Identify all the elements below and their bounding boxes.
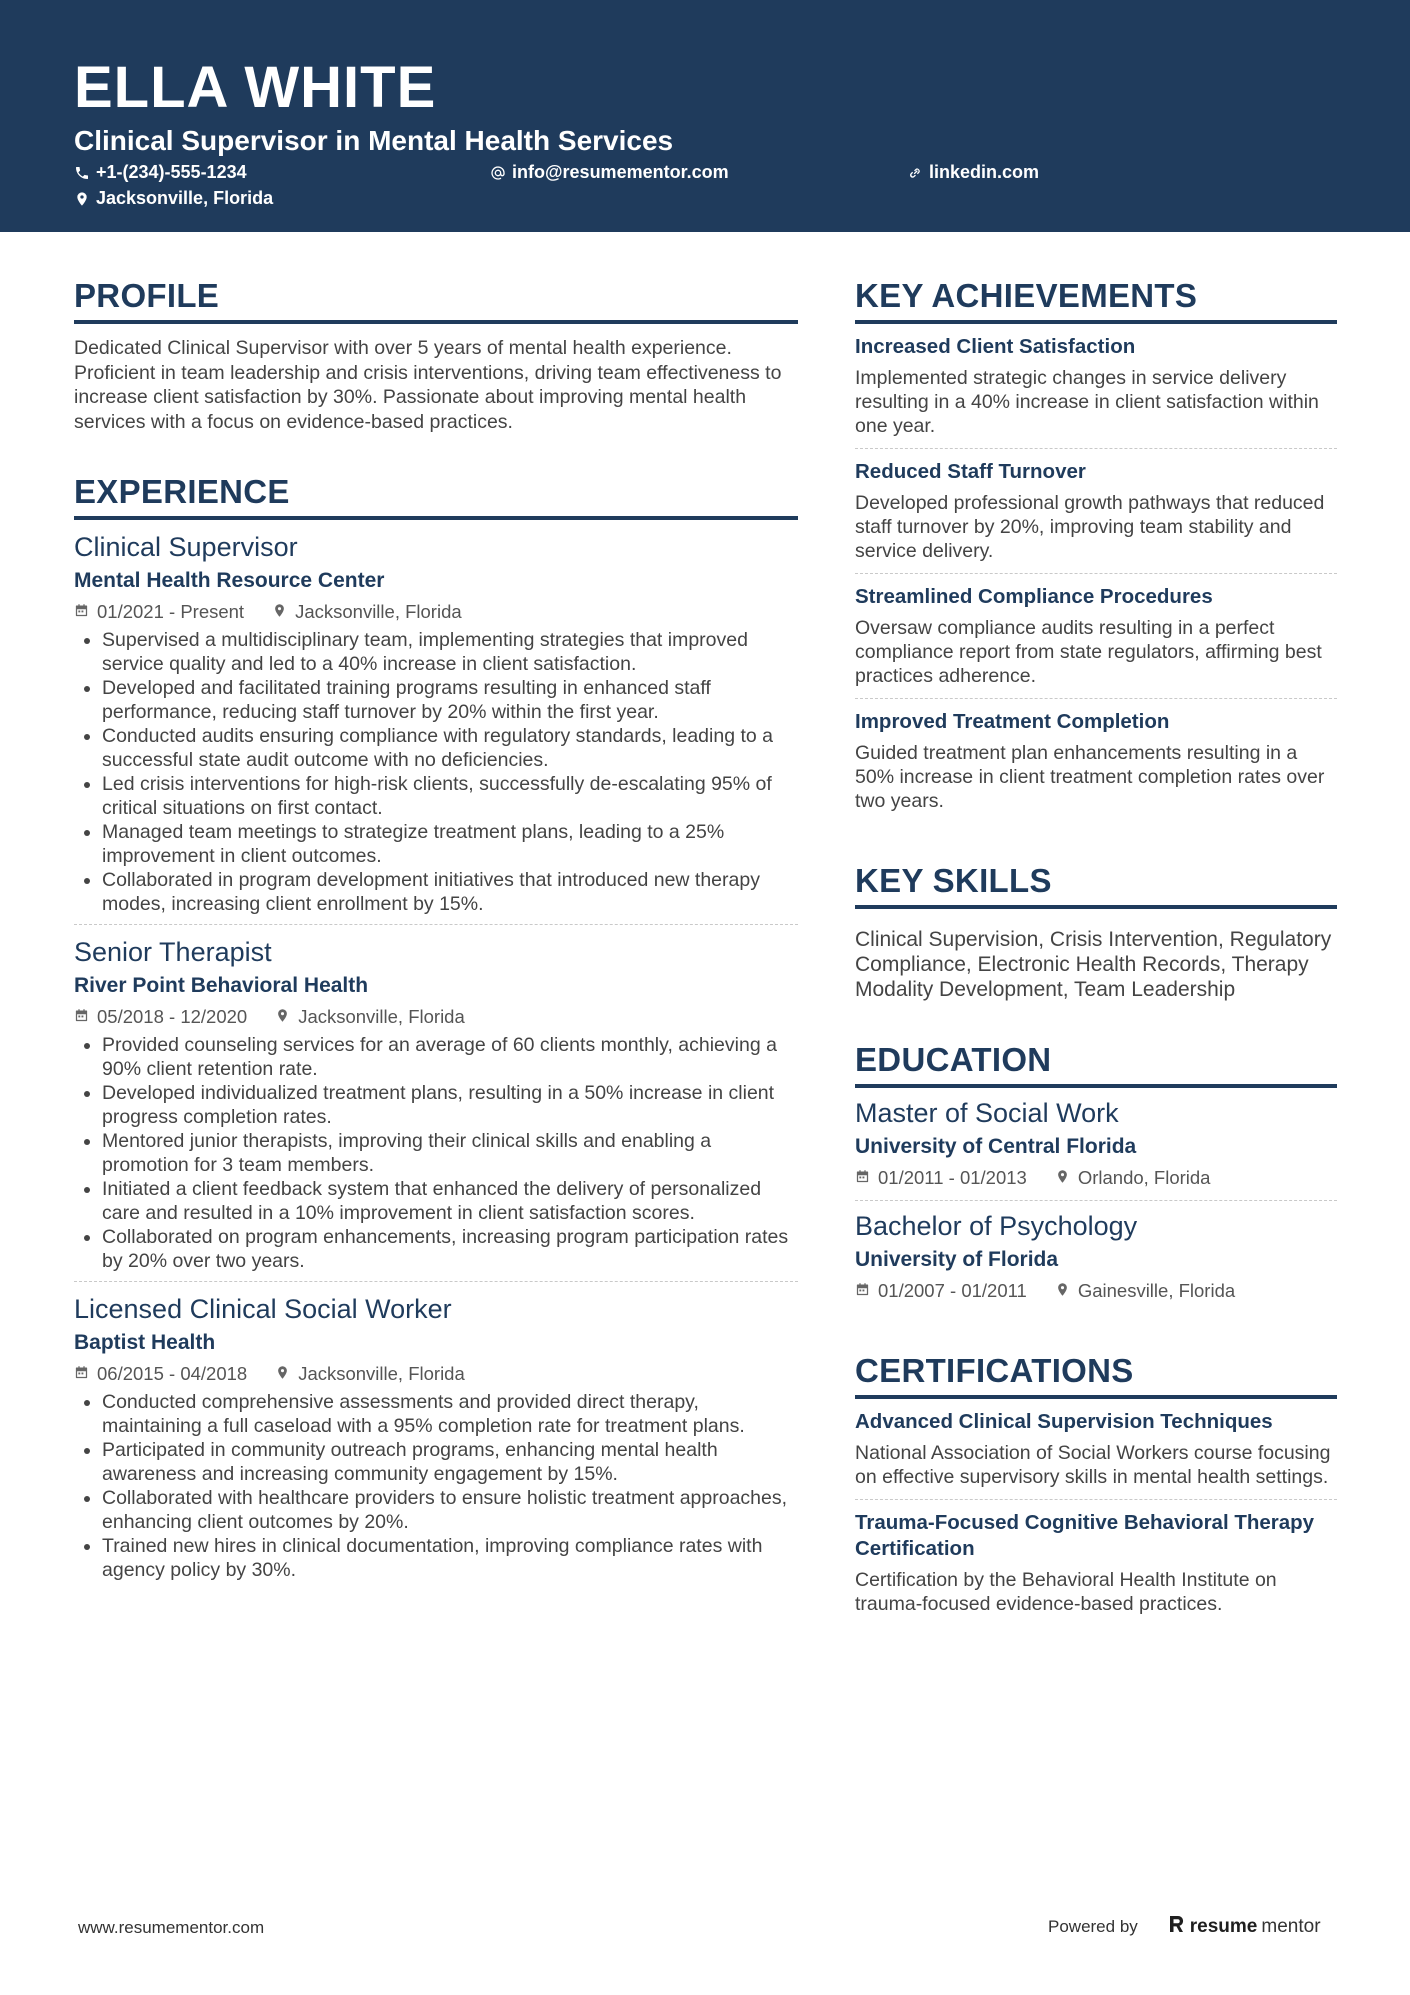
job-bullets — [74, 1390, 798, 1582]
achievement-title: Reduced Staff Turnover — [855, 460, 1086, 483]
education-location-text: Gainesville, Florida — [1077, 1280, 1236, 1301]
job-bullet: • Collaborated in program development initiatives that introduced new therapy modes, increasing client enrollment by 15%. — [102, 868, 798, 916]
profile-heading: PROFILE — [74, 276, 798, 324]
certification-item — [855, 1500, 1337, 1626]
education-dates-text: 01/2007 - 01/2011 — [878, 1280, 1027, 1301]
job-bullet: • Conducted comprehensive assessments and provided direct therapy, maintaining a full caseload with a 95% completion rate for treatment plans. — [102, 1390, 798, 1438]
job-meta — [74, 600, 798, 624]
achievement-desc: Oversaw compliance audits resulting in a perfect compliance report from state regulators, affirming best practices adherence. — [855, 617, 1322, 687]
education-location — [1055, 1166, 1211, 1190]
contact-row-2 — [74, 188, 1336, 214]
job-dates — [74, 1362, 247, 1386]
job-bullet: • Mentored junior therapists, improving their clinical skills and enabling a promotion for 3 team members. — [102, 1129, 798, 1177]
certifications-section — [855, 1351, 1337, 1626]
skills-text: Clinical Supervision, Crisis Intervention, Regulatory Compliance, Electronic Health Records, Therapy Modality Development, Team Leadership — [855, 928, 1332, 1001]
footer-website[interactable]: www.resumementor.com — [78, 1918, 265, 1937]
achievement-title: Improved Treatment Completion — [855, 710, 1170, 733]
achievement-item — [855, 699, 1337, 823]
job-location — [275, 1005, 465, 1029]
education-degree: Bachelor of Psychology — [855, 1211, 1138, 1241]
phone-contact[interactable] — [74, 162, 247, 183]
achievement-item — [855, 574, 1337, 699]
job-meta — [74, 1005, 798, 1029]
job-company: Baptist Health — [74, 1331, 216, 1354]
job-company: Mental Health Resource Center — [74, 569, 385, 592]
certifications-heading: CERTIFICATIONS — [855, 1351, 1337, 1399]
job-location-text: Jacksonville, Florida — [298, 1363, 465, 1384]
calendar-icon — [74, 600, 89, 624]
right-column — [855, 276, 1337, 1664]
job-bullet: • Managed team meetings to strategize treatment plans, leading to a 25% improvement in client outcomes. — [102, 820, 798, 868]
contact-row — [74, 162, 1336, 188]
job-dates-text: 06/2015 - 04/2018 — [97, 1363, 248, 1384]
job-entry — [74, 520, 798, 925]
job-location — [275, 1362, 465, 1386]
location-contact — [74, 188, 273, 209]
education-location — [1055, 1279, 1235, 1303]
certification-desc: National Association of Social Workers course focusing on effective supervisory skills in mental health settings. — [855, 1442, 1331, 1488]
job-role: Licensed Clinical Social Worker — [74, 1294, 452, 1324]
job-bullet: • Led crisis interventions for high-risk clients, successfully de-escalating 95% of critical situations on first contact. — [102, 772, 798, 820]
achievement-desc: Implemented strategic changes in service delivery resulting in a 40% increase in client satisfaction within one year. — [855, 367, 1319, 437]
job-bullet: • Participated in community outreach programs, enhancing mental health awareness and increasing community engagement by 15%. — [102, 1438, 798, 1486]
education-meta — [855, 1279, 1337, 1303]
job-location-text: Jacksonville, Florida — [298, 1006, 465, 1027]
education-dates — [855, 1166, 1027, 1190]
education-section — [855, 1040, 1337, 1313]
job-bullet: • Developed individualized treatment plans, resulting in a 50% increase in client progress completion rates. — [102, 1081, 798, 1129]
job-meta — [74, 1362, 798, 1386]
education-school: University of Central Florida — [855, 1135, 1137, 1158]
job-entry — [74, 1282, 798, 1590]
job-bullet: • Initiated a client feedback system that enhanced the delivery of personalized care and resulted in a 10% improvement in client satisfaction scores. — [102, 1177, 798, 1225]
calendar-icon — [855, 1279, 870, 1303]
achievement-desc: Developed professional growth pathways that reduced staff turnover by 20%, improving team stability and service delivery. — [855, 492, 1325, 562]
job-location — [272, 600, 462, 624]
job-dates — [74, 600, 244, 624]
job-dates-text: 01/2021 - Present — [97, 601, 245, 622]
education-dates-text: 01/2011 - 01/2013 — [878, 1167, 1027, 1188]
calendar-icon — [74, 1362, 89, 1386]
calendar-icon — [74, 1005, 89, 1029]
education-meta — [855, 1166, 1337, 1190]
achievement-desc: Guided treatment plan enhancements resulting in a 50% increase in client treatment completion rates over two years. — [855, 742, 1325, 812]
linkedin-text: linkedin.com — [929, 162, 1040, 182]
skills-section — [855, 861, 1337, 1002]
achievement-title: Streamlined Compliance Procedures — [855, 585, 1213, 608]
powered-by-label: Powered by — [1048, 1917, 1138, 1936]
location-text: Jacksonville, Florida — [96, 188, 274, 208]
certification-title: Trauma-Focused Cognitive Behavioral Therapy Certification — [855, 1511, 1315, 1560]
job-bullet: • Developed and facilitated training programs resulting in enhanced staff performance, reducing staff turnover by 20% within the first year. — [102, 676, 798, 724]
calendar-icon — [855, 1166, 870, 1190]
job-bullet: • Conducted audits ensuring compliance with regulatory standards, leading to a successful state audit outcome with no deficiencies. — [102, 724, 798, 772]
job-bullet: • Supervised a multidisciplinary team, implementing strategies that improved service quality and led to a 40% increase in client satisfaction. — [102, 628, 798, 676]
job-dates-text: 05/2018 - 12/2020 — [97, 1006, 248, 1027]
education-degree: Master of Social Work — [855, 1098, 1119, 1128]
profile-text: Dedicated Clinical Supervisor with over 5 years of mental health experience. Proficient in team leadership and crisis interventions, driving team effectiveness to increase client satisfaction by 30%. Passionate about improving mental health services with a focus on evidence-based practices. — [74, 337, 782, 433]
map-pin-icon — [74, 191, 90, 207]
map-pin-icon — [1055, 1166, 1070, 1190]
brand-logo[interactable] — [1168, 1914, 1321, 1940]
footer-brand — [1048, 1914, 1321, 1940]
linkedin-contact[interactable] — [907, 162, 1039, 183]
job-bullet: • Provided counseling services for an average of 60 clients monthly, achieving a 90% client retention rate. — [102, 1033, 798, 1081]
brand-name-bold: resume — [1189, 1916, 1258, 1937]
education-school: University of Florida — [855, 1248, 1059, 1271]
map-pin-icon — [275, 1005, 290, 1029]
job-dates — [74, 1005, 247, 1029]
map-pin-icon — [1055, 1279, 1070, 1303]
achievement-item — [855, 324, 1337, 449]
experience-section — [74, 472, 798, 1590]
at-sign-icon — [490, 165, 506, 181]
resumementor-logo-icon — [1168, 1914, 1186, 1940]
link-icon — [907, 165, 923, 181]
resume-header — [0, 0, 1410, 232]
job-role: Senior Therapist — [74, 937, 272, 967]
phone-text: +1-(234)-555-1234 — [96, 162, 247, 182]
job-bullet: • Collaborated on program enhancements, increasing program participation rates by 20% over two years. — [102, 1225, 798, 1273]
education-location-text: Orlando, Florida — [1077, 1167, 1211, 1188]
certification-title: Advanced Clinical Supervision Techniques — [855, 1410, 1273, 1433]
achievements-section — [855, 276, 1337, 823]
brand-name-light: mentor — [1261, 1916, 1321, 1937]
education-dates — [855, 1279, 1027, 1303]
map-pin-icon — [272, 600, 287, 624]
phone-icon — [74, 165, 90, 181]
education-heading: EDUCATION — [855, 1040, 1337, 1088]
job-bullets — [74, 1033, 798, 1273]
candidate-title: Clinical Supervisor in Mental Health Services — [74, 125, 674, 156]
profile-section — [74, 276, 798, 434]
education-item — [855, 1201, 1337, 1313]
map-pin-icon — [275, 1362, 290, 1386]
experience-heading: EXPERIENCE — [74, 472, 798, 520]
job-bullet: • Collaborated with healthcare providers to ensure holistic treatment approaches, enhancing client outcomes by 20%. — [102, 1486, 798, 1534]
left-column — [74, 276, 798, 1628]
job-role: Clinical Supervisor — [74, 532, 298, 562]
email-text: info@resumementor.com — [512, 162, 729, 182]
achievement-title: Increased Client Satisfaction — [855, 335, 1136, 358]
job-bullets — [74, 628, 798, 916]
achievements-heading: KEY ACHIEVEMENTS — [855, 276, 1337, 324]
skills-heading: KEY SKILLS — [855, 861, 1337, 909]
job-company: River Point Behavioral Health — [74, 974, 369, 997]
education-item — [855, 1088, 1337, 1201]
job-location-text: Jacksonville, Florida — [295, 601, 462, 622]
job-entry — [74, 925, 798, 1282]
certification-item — [855, 1399, 1337, 1500]
achievement-item — [855, 449, 1337, 574]
email-contact[interactable] — [490, 162, 729, 183]
candidate-name: ELLA WHITE — [74, 55, 437, 120]
job-bullet: • Trained new hires in clinical documentation, improving compliance rates with agency policy by 30%. — [102, 1534, 798, 1582]
certification-desc: Certification by the Behavioral Health Institute on trauma-focused evidence-based practices. — [855, 1569, 1277, 1615]
